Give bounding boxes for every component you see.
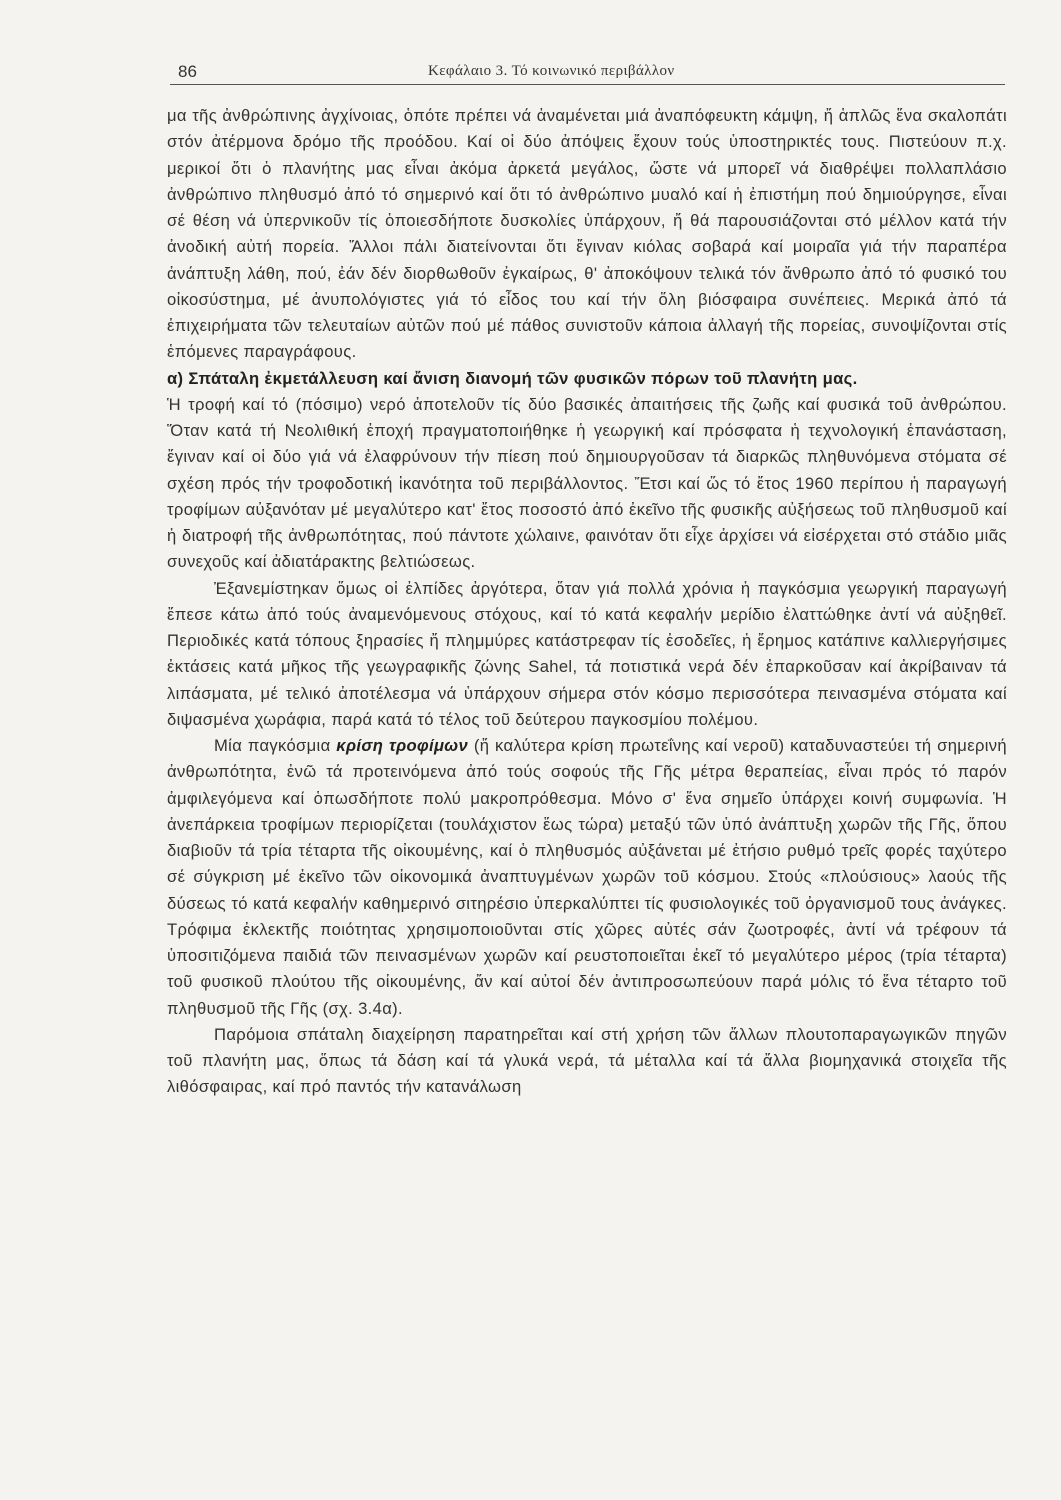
body-text	[167, 103, 1007, 1101]
paragraph-2: Ἡ τροφή καί τό (πόσιμο) νερό ἀποτελοῦν τίς δύο βασικές ἀπαιτήσεις τῆς ζωῆς καί φυσικά τοῦ ἀνθρώπου. Ὅταν κατά τή Νεολιθική ἐποχή πραγματοποιήθηκε ἡ γεωργική καί πρόσφατα ἡ τεχνολογική ἐπανάσταση, ἔγιναν καί οἱ δύο γιά νά ἐλαφρύνουν τήν πίεση πού δημιουργοῦσαν τά διαρκῶς πληθυνόμενα στόματα σέ σχέση πρός τήν τροφοδοτική ἱκανότητα τοῦ περιβάλλοντος. Ἔτσι καί ὥς τό ἔτος 1960 περίπου ἡ παραγωγή τροφίμων αὐξανόταν μέ μεγαλύτερο κατ' ἔτος ποσοστό ἀπό ἐκεῖνο τῆς φυσικῆς αὐξήσεως τοῦ πληθυσμοῦ καί ἡ διατροφή τῆς ἀνθρωπότητας, πού πάντοτε χώλαινε, φαινόταν ὅτι εἶχε ἀρχίσει νά εἰσέρχεται στό στάδιο μιᾶς συνεχοῦς καί ἀδιατάρακτης βελτιώσεως.	[167, 394, 1007, 572]
paragraph-4-rest: (ἤ καλύτερα κρίση πρωτεΐνης καί νεροῦ) καταδυναστεύει τή σημερινή ἀνθρωπότητα, ἐνῶ τά προτεινόμενα ἀπό τούς σοφούς τῆς Γῆς μέτρα θεραπείας, εἶναι πρός τό παρόν ἀμφιλεγόμενα καί ὁπωσδήποτε πολύ μακροπρόθεσμα. Μόνο σ' ἕνα σημεῖο ὑπάρχει κοινή συμφωνία. Ἡ ἀνεπάρκεια τροφίμων περιορίζεται (τουλάχιστον ἕως τώρα) μεταξύ τῶν ὑπό ἀνάπτυξη χωρῶν τῆς Γῆς, ὅπου διαβιοῦν τά τρία τέταρτα τῆς οἰκουμένης, καί ὁ πληθυσμός αὐξάνεται μέ ἐτήσιο ρυθμό τρεῖς φορές ταχύτερο σέ σύγκριση μέ ἐκεῖνο τῶν οἰκονομικά ἀναπτυγμένων χωρῶν τοῦ κόσμου. Στούς «πλούσιους» λαούς τῆς δύσεως τό κατά κεφαλήν καθημερινό σιτηρέσιο ὑπερκαλύπτει τίς φυσιολογικές τοῦ ὀργανισμοῦ τους ἀνάγκες. Τρόφιμα ἐκλεκτῆς ποιότητας χρησιμοποιοῦνται στίς χῶρες αὐτές σάν ζωοτροφές, ἀντί νά τρέφουν τά ὑποσιτιζόμενα παιδιά τῶν πεινασμένων χωρῶν καί ρευστοποιεῖται ἐκεῖ τό μεγαλύτερο μέρος (τρία τέταρτα) τοῦ φυσικοῦ πλούτου τῆς οἰκουμένης, ἄν καί αὐτοί δέν ἀντιπροσωπεύουν παρά μόλις τό ἕνα τέταρτο τοῦ πληθυσμοῦ τῆς Γῆς (σχ. 3.4α).	[167, 736, 1008, 1018]
emphasized-term: κρίση τροφίμων	[336, 736, 469, 755]
running-title: Κεφάλαιο 3. Τό κοινωνικό περιβάλλον	[428, 63, 675, 79]
page-number: 86	[178, 62, 197, 81]
section-subheading: α) Σπάταλη ἐκμετάλλευση καί ἄνιση διανομή τῶν φυσικῶν πόρων τοῦ πλανήτη μας.	[167, 368, 858, 388]
page-header	[170, 62, 1005, 85]
paragraph-3: Ἐξανεμίστηκαν ὅμως οἱ ἐλπίδες ἀργότερα, ὅταν γιά πολλά χρόνια ἡ παγκόσμια γεωργική παραγωγή ἔπεσε κάτω ἀπό τούς ἀναμενόμενους στόχους, καί τό κατά κεφαλήν μερίδιο ἐλαττώθηκε ἀντί νά αὐξηθεῖ. Περιοδικές κατά τόπους ξηρασίες ἤ πλημμύρες κατάστρεφαν τίς ἐσοδεῖες, ἡ ἔρημος κατάπινε καλλιεργήσιμες ἐκτάσεις κατά μῆκος τῆς γεωγραφικῆς ζώνης Sahel, τά ποτιστικά νερά δέν ἐπαρκοῦσαν καί ἀκρίβαιναν τά λιπάσματα, μέ τελικό ἀποτέλεσμα νά ὑπάρχουν σήμερα στόν κόσμο περισσότερα πεινασμένα στόματα καί διψασμένα χωράφια, παρά κατά τό τέλος τοῦ δεύτερου παγκοσμίου πολέμου.	[167, 578, 1007, 729]
paragraph-4	[167, 733, 1007, 1022]
paragraph-4-start: Μία παγκόσμια	[214, 736, 337, 755]
paragraph-5: Παρόμοια σπάταλη διαχείρηση παρατηρεῖται καί στή χρήση τῶν ἄλλων πλουτοπαραγωγικῶν πηγῶν τοῦ πλανήτη μας, ὅπως τά δάση καί τά γλυκά νερά, τά μέταλλα καί τά ἄλλα βιομηχανικά στοιχεῖα τῆς λιθόσφαιρας, καί πρό παντός τήν κατανάλωση	[167, 1024, 1007, 1097]
paragraph-1: μα τῆς ἀνθρώπινης ἀγχίνοιας, ὁπότε πρέπει νά ἀναμένεται μιά ἀναπόφευκτη κάμψη, ἤ ἁπλῶς ἕνα σκαλοπάτι στόν ἀτέρμονα δρόμο τῆς προόδου. Καί οἱ δύο ἀπόψεις ἔχουν τούς ὑποστηρικτές τους. Πιστεύουν π.χ. μερικοί ὅτι ὁ πλανήτης μας εἶναι ἀκόμα ἀρκετά μεγάλος, ὥστε νά μπορεῖ νά διαθρέψει πολλαπλάσιο ἀνθρώπινο πληθυσμό ἀπό τό σημερινό καί ὅτι τό ἀνθρώπινο μυαλό καί ἡ ἐπιστήμη πού δημιούργησε, εἶναι σέ θέση νά ὑπερνικοῦν τίς ὁποιεσδήποτε δυσκολίες ὑπάρχουν, ἤ θά παρουσιάζονται στό μέλλον κατά τήν ἀνοδική αὐτή πορεία. Ἄλλοι πάλι διατείνονται ὅτι ἔγιναν κιόλας σοβαρά καί μοιραῖα γιά τήν παραπέρα ἀνάπτυξη λάθη, πού, ἐάν δέν διορθωθοῦν ἐγκαίρως, θ' ἀποκόψουν τελικά τόν ἄνθρωπο ἀπό τό φυσικό του οἰκοσύστημα, μέ ἀνυπολόγιστες γιά τό εἶδος του καί τήν ὅλη βιόσφαιρα συνέπειες. Μερικά ἀπό τά ἐπιχειρήματα τῶν τελευταίων αὐτῶν πού μέ πάθος συνιστοῦν κάποια ἀλλαγή τῆς πορείας, συνοψίζονται στίς ἑπόμενες παραγράφους.	[167, 106, 1007, 362]
